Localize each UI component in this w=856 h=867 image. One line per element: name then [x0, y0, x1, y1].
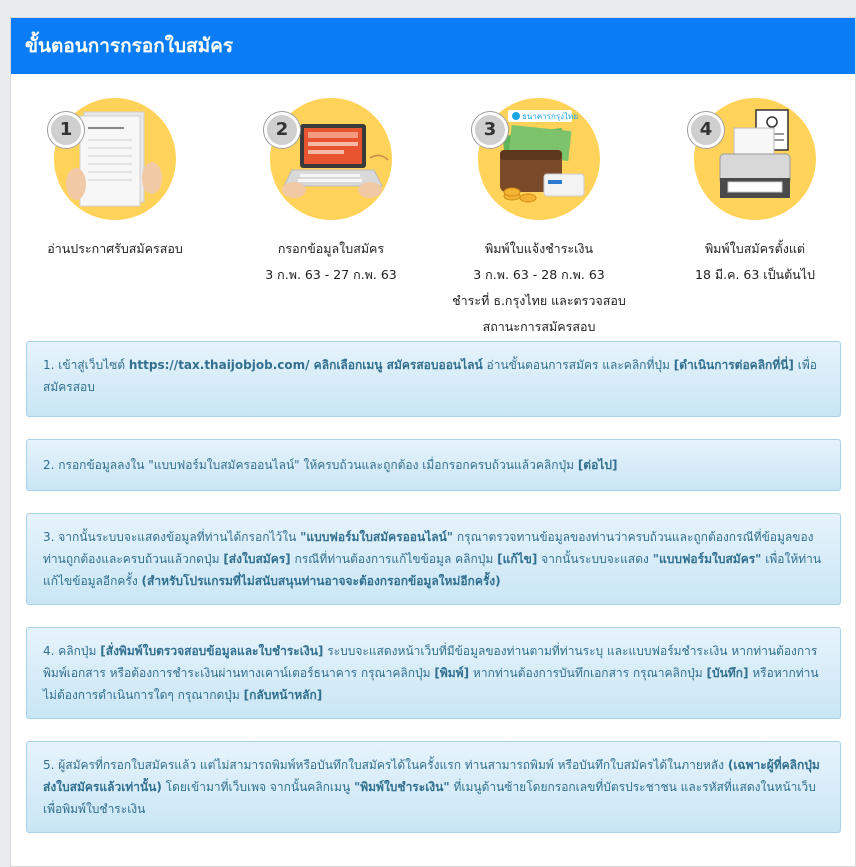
step-2-number: 2 [264, 112, 300, 148]
instruction-emphasis: "พิมพ์ใบชำระเงิน" [353, 780, 450, 794]
instruction-text: หากท่านต้องการบันทึกเอกสาร กรุณาคลิกปุ่ม [469, 666, 707, 680]
instruction-box-1 [26, 341, 841, 417]
instruction-text: อ่านขั้นตอนการสมัคร และคลิกที่ปุ่ม [482, 358, 674, 372]
instruction-text: โดยเข้ามาที่เว็บเพจ จากนั้นคลิกเมนู [161, 780, 354, 794]
instruction-emphasis: "แบบฟอร์มใบสมัคร" [652, 552, 762, 566]
instruction-text: เพื่อสมัครสอบ [43, 358, 817, 394]
instruction-box-2 [26, 439, 841, 491]
panel-title: ขั้นตอนการกรอกใบสมัคร [11, 18, 855, 74]
instruction-text: ระบบจะแสดงหน้าเว็บที่มีข้อมูลของท่านตามที่ท่านระบุ และแบบฟอร์มชำระเงิน หากท่านต้องการพิมพ์เอกสาร หรือต้องการชำระเงินผ่านทางเคาน์เตอร์ธนาคาร กรุณาคลิกปุ่ม [43, 644, 818, 680]
step-4-number: 4 [688, 112, 724, 148]
instruction-text: 2. กรอกข้อมูลลงใน "แบบฟอร์มใบสมัครออนไลน์" ให้ครบถ้วนและถูกต้อง เมื่อกรอกครบถ้วนแล้วคลิกปุ่ม [43, 458, 578, 472]
step-1 [15, 98, 215, 262]
instruction-text: จากนั้นระบบจะแสดง [537, 552, 653, 566]
instruction-emphasis: [บันทึก] [706, 666, 749, 680]
instruction-emphasis: (สำหรับโปรแกรมที่ไม่สนับสนุนท่านอาจจะต้องกรอกข้อมูลใหม่อีกครั้ง) [141, 574, 501, 588]
instruction-emphasis: (เฉพาะผู้ที่คลิกปุ่มส่งใบสมัครแล้วเท่านั้น) [43, 758, 820, 794]
svg-text:ธนาคารกรุงไทย: ธนาคารกรุงไทย [522, 112, 579, 121]
instruction-text: กรณีที่ท่านต้องการแก้ไขข้อมูล คลิกปุ่ม [290, 552, 498, 566]
step-3 [439, 98, 639, 340]
instruction-emphasis: [สั่งพิมพ์ใบตรวจสอบข้อมูลและใบชำระเงิน] [100, 644, 324, 658]
instruction-text: เพื่อให้ท่านแก้ไขข้อมูลอีกครั้ง [43, 552, 822, 588]
step-2-illustration [270, 98, 392, 220]
instruction-text: 1. เข้าสู่เว็บไซต์ [43, 358, 129, 372]
instruction-box-3 [26, 513, 841, 605]
step-4 [655, 98, 855, 288]
instruction-text: หรือหากท่านไม่ต้องการดำเนินการใดๆ กรุณากดปุ่ม [43, 666, 819, 702]
instruction-emphasis: [แก้ไข] [497, 552, 538, 566]
instruction-text: 3. จากนั้นระบบจะแสดงข้อมูลที่ท่านได้กรอกไว้ใน [43, 530, 301, 544]
step-1-illustration [54, 98, 176, 220]
instruction-list [26, 341, 841, 855]
instruction-emphasis: [ดำเนินการต่อคลิกที่นี่] [673, 358, 794, 372]
instruction-emphasis: [ต่อไป] [577, 458, 618, 472]
instruction-box-5 [26, 741, 841, 833]
instruction-emphasis: "แบบฟอร์มใบสมัครออนไลน์" [300, 530, 454, 544]
step-1-number: 1 [48, 112, 84, 148]
step-2 [231, 98, 431, 288]
instruction-emphasis: https://tax.thaijobjob.com/ คลิกเลือกเมนู สมัครสอบออนไลน์ [128, 358, 483, 372]
instruction-text: 4. คลิกปุ่ม [43, 644, 101, 658]
step-3-text: พิมพ์ใบแจ้งชำระเงิน 3 ก.พ. 63 - 28 ก.พ. 63 ชำระที่ ธ.กรุงไทย และตรวจสอบ สถานะการสมัครสอบ [452, 241, 626, 334]
instruction-emphasis: [ส่งใบสมัคร] [223, 552, 291, 566]
step-3-number: 3 [472, 112, 508, 148]
instruction-emphasis: [กลับหน้าหลัก] [243, 688, 323, 702]
step-1-text: อ่านประกาศรับสมัครสอบ [47, 241, 183, 256]
instruction-text: กรุณาตรวจทานข้อมูลของท่านว่าครบถ้วนและถูกต้องกรณีที่ข้อมูลของท่านถูกต้องและครบถ้วนแล้วกดปุ่ม [43, 530, 814, 566]
step-3-illustration [478, 98, 600, 220]
step-4-text: พิมพ์ใบสมัครตั้งแต่ 18 มี.ค. 63 เป็นต้นไป [695, 241, 815, 282]
steps-row [11, 74, 855, 344]
instruction-emphasis: [พิมพ์] [434, 666, 470, 680]
step-2-text: กรอกข้อมูลใบสมัคร 3 ก.พ. 63 - 27 ก.พ. 63 [265, 241, 397, 282]
instruction-box-4 [26, 627, 841, 719]
registration-steps-panel [10, 17, 856, 867]
instruction-text: 5. ผู้สมัครที่กรอกใบสมัครแล้ว แต่ไม่สามารถพิมพ์หรือบันทึกใบสมัครได้ในครั้งแรก ท่านสามารถพิมพ์ หรือบันทึกใบสมัครได้ในภายหลัง [43, 758, 728, 772]
instruction-text: ที่เมนูด้านซ้ายโดยกรอกเลขที่บัตรประชาชน และรหัสที่แสดงในหน้าเว็บเพื่อพิมพ์ใบชำระเงิน [43, 780, 816, 816]
step-4-illustration [694, 98, 816, 220]
